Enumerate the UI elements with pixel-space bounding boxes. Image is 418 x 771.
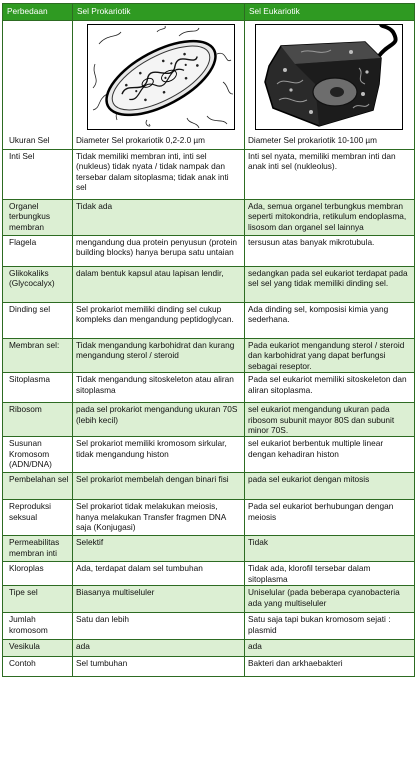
comparison-row <box>3 640 415 657</box>
prokaryote-value: Tidak ada <box>73 200 245 236</box>
eukaryote-size-text: Diameter Sel prokariotik 10-100 µm <box>248 136 377 145</box>
prokaryote-value: mengandung dua protein penyusun (protein building blocks) hanya berupa satu untaian <box>73 236 245 267</box>
size-label-text: Ukuran Sel <box>9 136 50 145</box>
prokaryotic-cell-illustration <box>87 24 235 130</box>
comparison-row <box>3 403 415 437</box>
eukaryote-cell <box>245 21 415 150</box>
comparison-row <box>3 373 415 403</box>
comparison-table <box>2 3 415 677</box>
eukaryote-value: tersusun atas banyak mikrotubula. <box>245 236 415 267</box>
row-label: Susunan Kromosom (ADN/DNA) <box>3 437 73 473</box>
comparison-row <box>3 562 415 586</box>
row-label: Flagela <box>3 236 73 267</box>
prokaryote-value: Sel prokariot tidak melakukan meiosis, hanya melakukan Transfer fragmen DNA saja (Konjugasi) <box>73 500 245 536</box>
row-label: Inti Sel <box>3 150 73 200</box>
prokaryote-value: Ada, terdapat dalam sel tumbuhan <box>73 562 245 586</box>
prokaryote-value: Biasanya multiseluler <box>73 586 245 613</box>
prokaryote-value: Tidak mengandung sitoskeleton atau aliran sitoplasma <box>73 373 245 403</box>
eukaryote-value: sel eukariot berbentuk multiple linear dengan kehadiran histon <box>245 437 415 473</box>
row-label: Sitoplasma <box>3 373 73 403</box>
eukaryote-value: sel eukariot mengandung ukuran pada ribosom subunit mayor 80S dan subunit minor 70S. <box>245 403 415 437</box>
comparison-document <box>2 3 414 677</box>
prokaryote-value: Sel prokariot memiliki kromosom sirkular, tidak mengandung histon <box>73 437 245 473</box>
eukaryote-value: Pada sel eukariot memiliki sitoskeleton dan aliran sitoplasma. <box>245 373 415 403</box>
comparison-row <box>3 267 415 303</box>
prokaryote-value: Sel prokariot memiliki dinding sel cukup kompleks dan mengandung peptidoglycan. <box>73 303 245 339</box>
eukaryote-value: Inti sel nyata, memiliki membran inti dan anak inti sel (nukleolus). <box>245 150 415 200</box>
prokaryote-value: Sel prokariot membelah dengan binari fisi <box>73 473 245 500</box>
comparison-row <box>3 236 415 267</box>
comparison-row <box>3 657 415 677</box>
prokaryote-value: ada <box>73 640 245 657</box>
prokaryote-cell <box>73 21 245 150</box>
eukaryote-value: sedangkan pada sel eukariot terdapat pada sel sel yang tidak memiliki dinding sel. <box>245 267 415 303</box>
comparison-row <box>3 303 415 339</box>
row-label: Organel terbungkus membran <box>3 200 73 236</box>
row-label: Pembelahan sel <box>3 473 73 500</box>
row-label: Contoh <box>3 657 73 677</box>
prokaryote-value: dalam bentuk kapsul atau lapisan lendir, <box>73 267 245 303</box>
row-label: Glikokaliks (Glycocalyx) <box>3 267 73 303</box>
prokaryote-value: Tidak mengandung karbohidrat dan kurang mengandung sterol / steroid <box>73 339 245 373</box>
eukaryote-value: Pada eukariot mengandung sterol / steroid dan karbohidrat yang dapat berfungsi sebagai reseptor. <box>245 339 415 373</box>
comparison-row <box>3 613 415 640</box>
row-label: Vesikula <box>3 640 73 657</box>
row-label: Reproduksi seksual <box>3 500 73 536</box>
row-label: Permeabilitas membran inti <box>3 536 73 562</box>
eukaryote-value: Tidak ada, klorofil tersebar dalam sitoplasma <box>245 562 415 586</box>
comparison-row <box>3 473 415 500</box>
eukaryote-value: pada sel eukariot dengan mitosis <box>245 473 415 500</box>
comparison-row <box>3 150 415 200</box>
comparison-row <box>3 437 415 473</box>
size-row-label <box>3 21 73 150</box>
comparison-row <box>3 536 415 562</box>
header-row <box>3 4 415 21</box>
row-label: Kloroplas <box>3 562 73 586</box>
eukaryote-value: Pada sel eukariot berhubungan dengan meiosis <box>245 500 415 536</box>
prokaryote-value: Satu dan lebih <box>73 613 245 640</box>
prokaryote-value: pada sel prokariot mengandung ukuran 70S (lebih kecil) <box>73 403 245 437</box>
eukaryotic-cell-illustration <box>255 24 403 130</box>
eukaryote-value: Uniselular (pada beberapa cyanobacteria ada yang multiseluler <box>245 586 415 613</box>
size-row <box>3 21 415 150</box>
row-label: Dinding sel <box>3 303 73 339</box>
eukaryote-value: Ada, semua organel terbungkus membran seperti mitokondria, retikulum endoplasma, lisosom dan organel sel lainnya <box>245 200 415 236</box>
eukaryote-value: ada <box>245 640 415 657</box>
prokaryote-value: Selektif <box>73 536 245 562</box>
header-eukariotik: Sel Eukariotik <box>245 4 415 21</box>
row-label: Membran sel: <box>3 339 73 373</box>
header-prokariotik: Sel Prokariotik <box>73 4 245 21</box>
prokaryote-value: Tidak memiliki membran inti, inti sel (nukleus) tidak nyata / tidak nampak dan tersebar dalam sitoplasma; tidak anak inti sel <box>73 150 245 200</box>
prokaryote-size-text: Diameter Sel prokariotik 0,2-2.0 µm <box>76 136 205 145</box>
row-label: Ribosom <box>3 403 73 437</box>
eukaryote-value: Tidak <box>245 536 415 562</box>
comparison-row <box>3 586 415 613</box>
prokaryote-value: Sel tumbuhan <box>73 657 245 677</box>
eukaryote-value: Satu saja tapi bukan kromosom sejati : plasmid <box>245 613 415 640</box>
comparison-row <box>3 339 415 373</box>
row-label: Tipe sel <box>3 586 73 613</box>
comparison-row <box>3 200 415 236</box>
comparison-row <box>3 500 415 536</box>
row-label: Jumlah kromosom <box>3 613 73 640</box>
eukaryote-value: Ada dinding sel, komposisi kimia yang sederhana. <box>245 303 415 339</box>
header-perbedaan: Perbedaan <box>3 4 73 21</box>
eukaryote-value: Bakteri dan arkhaebakteri <box>245 657 415 677</box>
